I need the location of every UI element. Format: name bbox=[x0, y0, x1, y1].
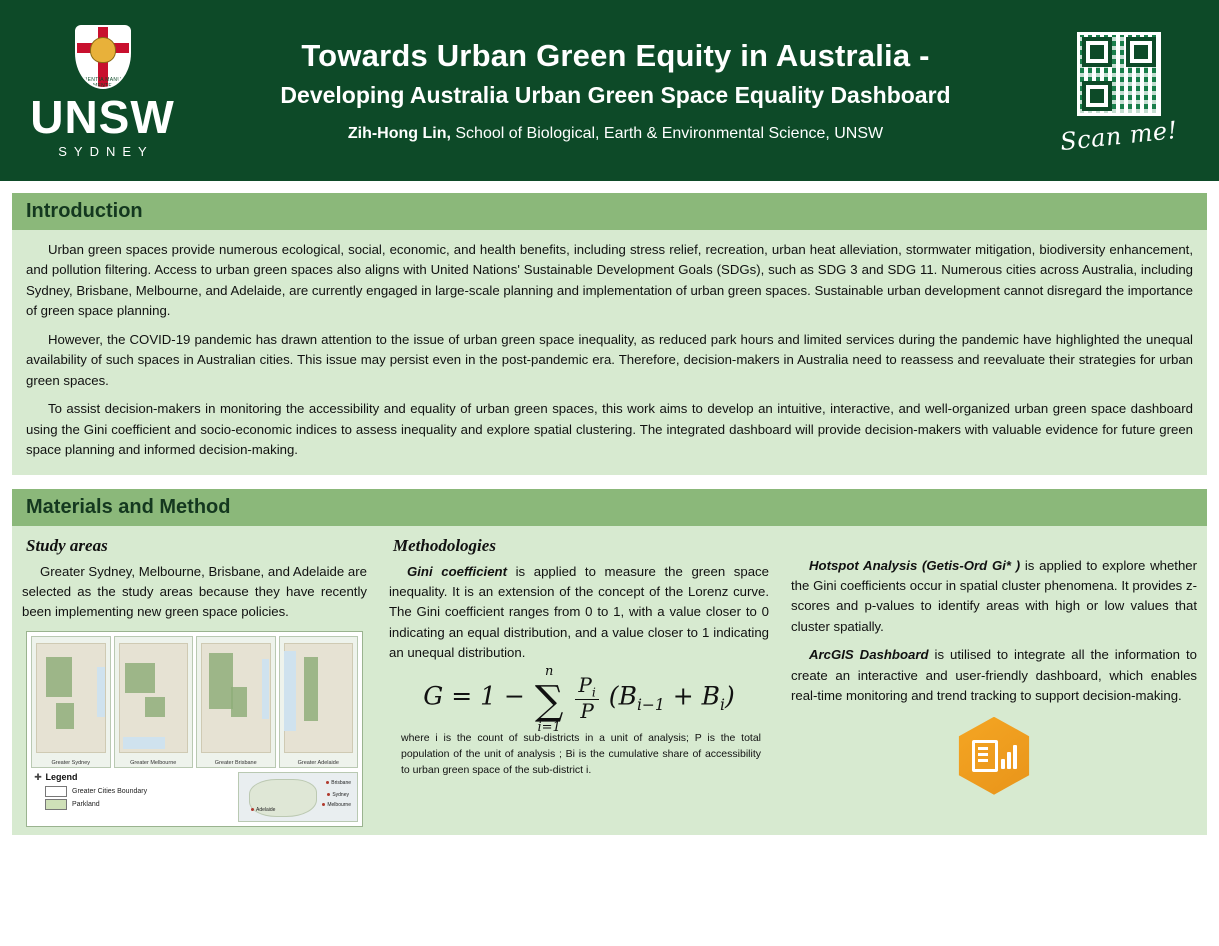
arcgis-paragraph bbox=[791, 645, 1197, 706]
formula-fraction bbox=[575, 674, 598, 722]
map-label: Greater Sydney bbox=[51, 759, 91, 766]
qr-block[interactable] bbox=[1026, 32, 1219, 156]
introduction-body bbox=[12, 230, 1207, 475]
formula-one: 1 bbox=[480, 681, 497, 711]
study-areas-title: Study areas bbox=[26, 535, 108, 555]
study-area-maps bbox=[31, 636, 358, 768]
legend-item-parkland bbox=[45, 799, 232, 810]
legend-swatch-boundary bbox=[45, 786, 67, 797]
formula-b1-sub: i−1 bbox=[636, 695, 665, 714]
formula-G: G bbox=[423, 681, 444, 711]
methodologies-column bbox=[389, 532, 769, 827]
arcgis-term: ArcGIS Dashboard bbox=[809, 647, 929, 663]
methodologies-title: Methodologies bbox=[393, 535, 496, 555]
map-greater-brisbane bbox=[196, 636, 276, 768]
study-areas-text: Greater Sydney, Melbourne, Brisbane, and Adelaide are selected as the study areas because they have recently been implementing new green space policies. bbox=[22, 563, 367, 620]
formula-denominator: P bbox=[580, 698, 594, 723]
formula-equals: = bbox=[451, 681, 473, 711]
map-greater-adelaide bbox=[279, 636, 359, 768]
introduction-paragraph: However, the COVID-19 pandemic has drawn attention to the issue of urban green space inequality, as reduced park hours and limited services during the pandemic have highlighted the unequal availability of such spaces in Australian cities. This issue may persist even in the post-pandemic era. Therefore, decision-makers in Australia need to reassess and reevaluate their strategies for urban green spaces. bbox=[26, 331, 1193, 388]
study-areas-figure bbox=[26, 631, 363, 827]
legend-title bbox=[33, 772, 232, 783]
formula-b1: B bbox=[618, 681, 637, 711]
map-label: Greater Melbourne bbox=[130, 759, 177, 766]
poster-subtitle: Developing Australia Urban Green Space Equality Dashboard bbox=[280, 81, 951, 108]
gini-formula bbox=[389, 664, 769, 735]
hotspot-text: is applied to explore whether the Gini coefficients occur in spatial cluster phenomena. It provides z-scores and p-values to identify areas with high or low values that cluster spatially. bbox=[791, 557, 1198, 634]
introduction-heading: Introduction bbox=[12, 193, 1207, 230]
inset-city-adelaide: Adelaide bbox=[251, 807, 275, 813]
unsw-logo bbox=[0, 22, 205, 159]
hotspot-paragraph bbox=[791, 556, 1197, 638]
author-name: Zih-Hong Lin, bbox=[347, 124, 451, 142]
materials-body bbox=[12, 526, 1207, 835]
analysis-column bbox=[791, 532, 1197, 827]
scan-me-caption: Scan me! bbox=[1058, 115, 1179, 156]
formula-upper-limit: n bbox=[544, 664, 554, 680]
qr-code-icon[interactable] bbox=[1080, 35, 1158, 113]
arcgis-text: is utilised to integrate all the information to create an interactive and user-friendly dashboard, which enables real-time monitoring and trend tracking to support decision-making. bbox=[791, 647, 1197, 704]
unsw-sydney-label: SYDNEY bbox=[58, 144, 154, 159]
inset-city-sydney: Sydney bbox=[327, 792, 349, 798]
inset-city-brisbane: Brisbane bbox=[326, 780, 351, 786]
formula-close-paren: ) bbox=[724, 681, 735, 711]
section-introduction bbox=[12, 193, 1207, 475]
figure-legend bbox=[31, 772, 358, 822]
map-greater-melbourne bbox=[114, 636, 194, 768]
materials-heading: Materials and Method bbox=[12, 489, 1207, 526]
study-areas-column bbox=[22, 532, 367, 827]
map-greater-sydney bbox=[31, 636, 111, 768]
formula-where-note: where i is the count of sub-districts in a unit of analysis; P is the total population of the unit of analysis ; Bi is the cumulative share of accessibility to urban green space of the sub-district i. bbox=[401, 732, 761, 776]
gini-paragraph bbox=[389, 562, 769, 664]
australia-inset-map bbox=[238, 772, 358, 822]
formula-b2: B bbox=[701, 681, 720, 711]
formula-lower-limit: i=1 bbox=[537, 719, 561, 735]
poster-header bbox=[0, 0, 1219, 181]
formula-summation-icon: n ∑ i=1 bbox=[534, 664, 564, 735]
header-text-block bbox=[205, 38, 1026, 142]
unsw-crest-icon bbox=[70, 24, 136, 90]
legend-item-label: Greater Cities Boundary bbox=[72, 787, 148, 795]
map-label: Greater Adelaide bbox=[297, 759, 339, 766]
formula-minus: − bbox=[503, 681, 525, 711]
author-affiliation: School of Biological, Earth & Environmental Science, UNSW bbox=[450, 124, 884, 142]
crest-motto: SCIENTIA MANU E MENTE bbox=[78, 77, 127, 87]
formula-numerator: $P_i$ bbox=[575, 674, 598, 700]
section-materials-and-method bbox=[12, 489, 1207, 835]
poster-authors bbox=[215, 124, 1016, 143]
gini-text: is applied to measure the green space inequality. It is an extension of the concept of the Lorenz curve. The Gini coefficient ranges from 0 to 1, with a value closer to 0 indicating an equal distribution, and a value closer to 1 indicating an unequal distribution. bbox=[389, 563, 769, 661]
formula-plus: + bbox=[672, 681, 694, 711]
map-label: Greater Brisbane bbox=[214, 759, 257, 766]
north-arrow-icon: ✚ bbox=[34, 771, 42, 782]
arcgis-dashboard-icon bbox=[955, 717, 1033, 795]
introduction-paragraph: To assist decision-makers in monitoring the accessibility and equality of urban green spaces, this work aims to develop an intuitive, interactive, and well-organized urban green space dashboard using the Gini coefficient and socio-economic indices to assess inequality and explore spatial clustering. The integrated dashboard will provide decision-makers with valuable evidence for future green space planning and informed decision-making. bbox=[26, 401, 1193, 458]
hotspot-term: Hotspot Analysis (Getis-Ord Gi* ) bbox=[809, 557, 1021, 573]
legend-item-label: Parkland bbox=[72, 800, 100, 808]
legend-label: Legend bbox=[45, 771, 78, 782]
formula-open-paren: ( bbox=[608, 681, 619, 711]
qr-code-frame[interactable] bbox=[1077, 32, 1161, 116]
inset-city-melbourne: Melbourne bbox=[322, 802, 351, 808]
poster-title: Towards Urban Green Equity in Australia - bbox=[301, 38, 930, 74]
legend-swatch-parkland bbox=[45, 799, 67, 810]
introduction-paragraph: Urban green spaces provide numerous ecological, social, economic, and health benefits, including stress relief, recreation, urban heat alleviation, stormwater mitigation, biodiversity enhancement, and pollution filtering. Access to urban green spaces also aligns with United Nations' Sustainable Development Goals (SDGs), such as SDG 3 and SDG 11. Numerous cities across Australia, including Sydney, Brisbane, Melbourne, and Adelaide, are currently engaged in large-scale planning and implementation of urban green spaces. Sustainable urban development cannot disregard the importance of green space planning. bbox=[26, 242, 1193, 319]
formula-b2-sub: i bbox=[719, 695, 725, 714]
unsw-wordmark: UNSW bbox=[30, 91, 175, 143]
legend-item-boundary bbox=[45, 786, 232, 797]
gini-term: Gini coefficient bbox=[407, 563, 507, 579]
